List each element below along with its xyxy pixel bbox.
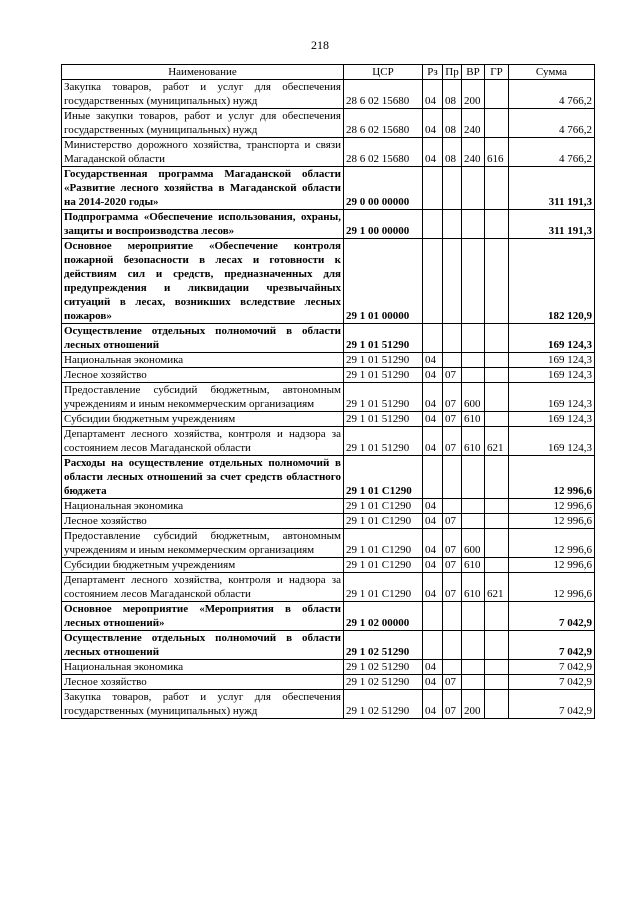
row-gr <box>485 631 509 660</box>
row-gr <box>485 239 509 324</box>
row-csr: 29 1 02 51290 <box>344 675 423 690</box>
row-vr <box>462 167 485 210</box>
row-pr <box>443 167 462 210</box>
table-row <box>62 167 595 210</box>
row-name: Национальная экономика <box>62 499 344 514</box>
row-sum: 7 042,9 <box>509 690 595 719</box>
row-pr <box>443 660 462 675</box>
row-name: Министерство дорожного хозяйства, транспорта и связи Магаданской области <box>62 138 344 167</box>
row-sum: 7 042,9 <box>509 675 595 690</box>
row-rz: 04 <box>423 573 443 602</box>
row-name: Расходы на осуществление отдельных полномочий в области лесных отношений за счет средств областного бюджета <box>62 456 344 499</box>
row-pr <box>443 499 462 514</box>
row-sum: 7 042,9 <box>509 602 595 631</box>
row-sum: 4 766,2 <box>509 80 595 109</box>
row-sum: 169 124,3 <box>509 368 595 383</box>
row-rz <box>423 602 443 631</box>
row-vr: 610 <box>462 573 485 602</box>
row-gr <box>485 324 509 353</box>
row-pr: 07 <box>443 427 462 456</box>
row-pr <box>443 324 462 353</box>
table-row <box>62 456 595 499</box>
row-gr: 616 <box>485 138 509 167</box>
row-vr: 200 <box>462 690 485 719</box>
row-csr: 29 1 01 51290 <box>344 353 423 368</box>
row-sum: 12 996,6 <box>509 529 595 558</box>
row-csr: 29 0 00 00000 <box>344 167 423 210</box>
row-csr: 29 1 01 С1290 <box>344 558 423 573</box>
row-vr <box>462 324 485 353</box>
row-vr: 240 <box>462 138 485 167</box>
row-rz: 04 <box>423 109 443 138</box>
table-row <box>62 499 595 514</box>
table-row <box>62 660 595 675</box>
row-name: Основное мероприятие «Мероприятия в области лесных отношений» <box>62 602 344 631</box>
row-vr: 600 <box>462 383 485 412</box>
row-pr: 08 <box>443 80 462 109</box>
row-csr: 29 1 01 С1290 <box>344 573 423 602</box>
table-row <box>62 427 595 456</box>
row-pr <box>443 631 462 660</box>
row-gr: 621 <box>485 573 509 602</box>
row-sum: 169 124,3 <box>509 383 595 412</box>
row-csr: 29 1 01 51290 <box>344 383 423 412</box>
table-row <box>62 631 595 660</box>
table-row <box>62 210 595 239</box>
row-rz: 04 <box>423 412 443 427</box>
row-pr: 07 <box>443 368 462 383</box>
header-csr: ЦСР <box>344 65 423 80</box>
table-row <box>62 80 595 109</box>
row-name: Основное мероприятие «Обеспечение контроля пожарной безопасности в лесах и готовности к действиям сил и средств, предназначенных для предупреждения и ликвидации чрезвычайных ситуаций в лесах, возникших вследствие лесных пожаров» <box>62 239 344 324</box>
table-row <box>62 353 595 368</box>
table-header-row <box>62 65 595 80</box>
row-gr <box>485 210 509 239</box>
header-pr: Пр <box>443 65 462 80</box>
row-pr: 07 <box>443 573 462 602</box>
budget-table <box>61 64 595 719</box>
row-sum: 182 120,9 <box>509 239 595 324</box>
table-row <box>62 109 595 138</box>
row-name: Подпрограмма «Обеспечение использования, охраны, защиты и воспроизводства лесов» <box>62 210 344 239</box>
row-gr <box>485 109 509 138</box>
row-gr <box>485 368 509 383</box>
row-rz: 04 <box>423 514 443 529</box>
row-name: Осуществление отдельных полномочий в области лесных отношений <box>62 631 344 660</box>
row-name: Предоставление субсидий бюджетным, автономным учреждениям и иным некоммерческим организациям <box>62 383 344 412</box>
row-rz: 04 <box>423 529 443 558</box>
table-row <box>62 368 595 383</box>
row-rz <box>423 631 443 660</box>
row-pr: 08 <box>443 138 462 167</box>
table-row <box>62 602 595 631</box>
row-name: Национальная экономика <box>62 660 344 675</box>
row-pr: 07 <box>443 529 462 558</box>
row-csr: 29 1 01 51290 <box>344 412 423 427</box>
row-rz: 04 <box>423 80 443 109</box>
row-csr: 29 1 01 С1290 <box>344 529 423 558</box>
row-sum: 12 996,6 <box>509 499 595 514</box>
row-sum: 12 996,6 <box>509 558 595 573</box>
row-sum: 169 124,3 <box>509 324 595 353</box>
row-csr: 29 1 01 00000 <box>344 239 423 324</box>
row-rz: 04 <box>423 499 443 514</box>
row-csr: 29 1 02 00000 <box>344 602 423 631</box>
header-rz: Рз <box>423 65 443 80</box>
row-vr <box>462 602 485 631</box>
page-number: 218 <box>311 38 329 52</box>
row-csr: 29 1 01 С1290 <box>344 456 423 499</box>
row-name: Иные закупки товаров, работ и услуг для обеспечения государственных (муниципальных) нужд <box>62 109 344 138</box>
row-sum: 4 766,2 <box>509 138 595 167</box>
row-csr: 29 1 01 С1290 <box>344 514 423 529</box>
row-vr: 600 <box>462 529 485 558</box>
row-pr: 07 <box>443 412 462 427</box>
row-rz: 04 <box>423 558 443 573</box>
row-vr <box>462 631 485 660</box>
row-rz: 04 <box>423 660 443 675</box>
table-row <box>62 690 595 719</box>
row-gr <box>485 167 509 210</box>
row-name: Осуществление отдельных полномочий в области лесных отношений <box>62 324 344 353</box>
row-csr: 29 1 02 51290 <box>344 690 423 719</box>
row-pr: 07 <box>443 558 462 573</box>
table-row <box>62 675 595 690</box>
row-csr: 29 1 00 00000 <box>344 210 423 239</box>
row-gr <box>485 675 509 690</box>
row-pr: 07 <box>443 690 462 719</box>
row-sum: 7 042,9 <box>509 631 595 660</box>
table-row <box>62 138 595 167</box>
row-csr: 28 6 02 15680 <box>344 138 423 167</box>
row-gr: 621 <box>485 427 509 456</box>
header-vr: ВР <box>462 65 485 80</box>
row-name: Лесное хозяйство <box>62 368 344 383</box>
row-rz: 04 <box>423 675 443 690</box>
row-gr <box>485 412 509 427</box>
row-gr <box>485 383 509 412</box>
row-rz <box>423 167 443 210</box>
row-rz <box>423 239 443 324</box>
row-gr <box>485 353 509 368</box>
row-sum: 169 124,3 <box>509 427 595 456</box>
row-name: Закупка товаров, работ и услуг для обеспечения государственных (муниципальных) нужд <box>62 80 344 109</box>
row-rz: 04 <box>423 383 443 412</box>
row-gr <box>485 690 509 719</box>
table-row <box>62 239 595 324</box>
row-pr <box>443 602 462 631</box>
row-csr: 29 1 01 51290 <box>344 368 423 383</box>
row-rz <box>423 210 443 239</box>
table-row <box>62 324 595 353</box>
row-vr <box>462 239 485 324</box>
row-rz: 04 <box>423 368 443 383</box>
row-gr <box>485 660 509 675</box>
row-vr: 200 <box>462 80 485 109</box>
row-gr <box>485 558 509 573</box>
row-csr: 28 6 02 15680 <box>344 80 423 109</box>
row-sum: 169 124,3 <box>509 412 595 427</box>
row-name: Лесное хозяйство <box>62 675 344 690</box>
row-rz <box>423 456 443 499</box>
row-sum: 12 996,6 <box>509 573 595 602</box>
row-csr: 28 6 02 15680 <box>344 109 423 138</box>
table-row <box>62 514 595 529</box>
row-vr <box>462 499 485 514</box>
row-sum: 12 996,6 <box>509 514 595 529</box>
row-pr <box>443 210 462 239</box>
row-vr <box>462 660 485 675</box>
row-csr: 29 1 02 51290 <box>344 631 423 660</box>
row-name: Лесное хозяйство <box>62 514 344 529</box>
row-name: Национальная экономика <box>62 353 344 368</box>
row-rz: 04 <box>423 353 443 368</box>
row-name: Субсидии бюджетным учреждениям <box>62 412 344 427</box>
row-name: Департамент лесного хозяйства, контроля и надзора за состоянием лесов Магаданской области <box>62 427 344 456</box>
row-csr: 29 1 01 51290 <box>344 427 423 456</box>
table-row <box>62 529 595 558</box>
row-gr <box>485 80 509 109</box>
row-rz <box>423 324 443 353</box>
row-vr <box>462 675 485 690</box>
row-sum: 311 191,3 <box>509 167 595 210</box>
row-pr: 07 <box>443 514 462 529</box>
row-pr: 08 <box>443 109 462 138</box>
row-name: Закупка товаров, работ и услуг для обеспечения государственных (муниципальных) нужд <box>62 690 344 719</box>
row-pr: 07 <box>443 675 462 690</box>
row-gr <box>485 514 509 529</box>
row-gr <box>485 456 509 499</box>
row-csr: 29 1 02 51290 <box>344 660 423 675</box>
table-row <box>62 558 595 573</box>
row-sum: 7 042,9 <box>509 660 595 675</box>
row-pr: 07 <box>443 383 462 412</box>
header-sum: Сумма <box>509 65 595 80</box>
row-sum: 4 766,2 <box>509 109 595 138</box>
row-sum: 311 191,3 <box>509 210 595 239</box>
row-vr: 610 <box>462 558 485 573</box>
row-pr <box>443 456 462 499</box>
table-row <box>62 573 595 602</box>
row-csr: 29 1 01 51290 <box>344 324 423 353</box>
row-sum: 169 124,3 <box>509 353 595 368</box>
row-csr: 29 1 01 С1290 <box>344 499 423 514</box>
row-gr <box>485 602 509 631</box>
row-name: Предоставление субсидий бюджетным, автономным учреждениям и иным некоммерческим организациям <box>62 529 344 558</box>
row-name: Государственная программа Магаданской области «Развитие лесного хозяйства в Магаданской области на 2014-2020 годы» <box>62 167 344 210</box>
table-row <box>62 383 595 412</box>
header-name: Наименование <box>62 65 344 80</box>
row-rz: 04 <box>423 690 443 719</box>
row-gr <box>485 529 509 558</box>
row-vr <box>462 456 485 499</box>
row-name: Департамент лесного хозяйства, контроля и надзора за состоянием лесов Магаданской области <box>62 573 344 602</box>
row-rz: 04 <box>423 138 443 167</box>
row-vr: 240 <box>462 109 485 138</box>
row-sum: 12 996,6 <box>509 456 595 499</box>
row-vr <box>462 514 485 529</box>
row-vr <box>462 210 485 239</box>
row-rz: 04 <box>423 427 443 456</box>
row-vr: 610 <box>462 412 485 427</box>
row-pr <box>443 353 462 368</box>
row-name: Субсидии бюджетным учреждениям <box>62 558 344 573</box>
row-vr <box>462 353 485 368</box>
table-row <box>62 412 595 427</box>
row-vr <box>462 368 485 383</box>
row-pr <box>443 239 462 324</box>
row-vr: 610 <box>462 427 485 456</box>
header-gr: ГР <box>485 65 509 80</box>
row-gr <box>485 499 509 514</box>
